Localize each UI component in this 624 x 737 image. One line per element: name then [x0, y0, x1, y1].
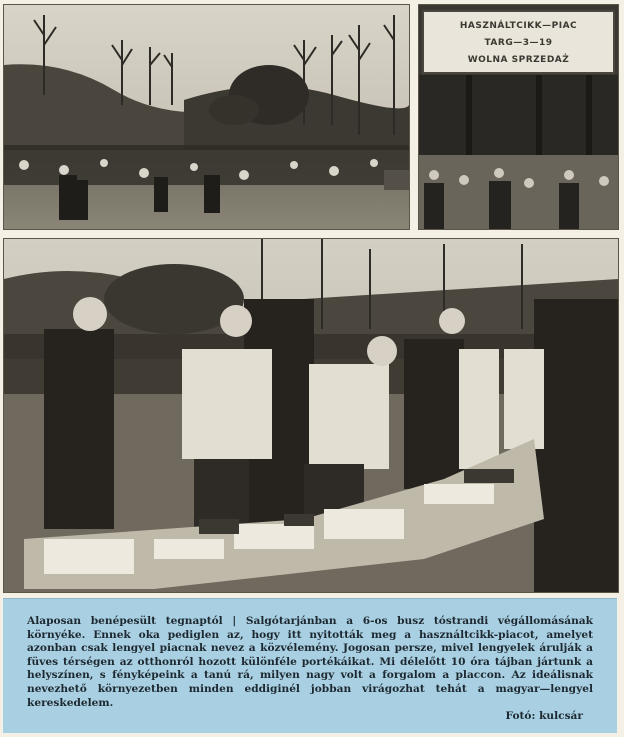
sign-line-3: WOLNA SPRZEDAŻ	[467, 55, 570, 65]
photo-caption	[3, 598, 617, 733]
photo-market-stall	[3, 238, 619, 593]
caption-text: Alaposan benépesült tegnaptól | Salgótarjánban a 6-os busz tóstrandi végállomásának környéke. Ennek oka pediglen az, hogy itt nyitották meg a használtcikk-piacot, amelyet azonban csak lengyel piacnak nevez a közvélemény. Jogosan persze, mivel lengyelek árulják a füves térségen az otthonról hozott különféle portékáikat. Mi délelőtt 10 óra tájban jártunk a helyszínen, s fényképeink a tanú rá, milyen nagy volt a forgalom a placcon. Az ideálisnak nevezhető környezetben minden eddiginél jobban virágozhat tehát a magyar—lengyel kereskedelem.	[27, 615, 593, 709]
photo-crowd-hillside	[3, 4, 410, 230]
sign-line-2: TARG—3—19	[484, 38, 553, 48]
market-stall-crowd-image	[4, 239, 618, 592]
crowd-on-hillside-image	[4, 5, 409, 229]
photo-market-sign	[418, 4, 619, 230]
photo-credit: Fotó: kulcsár	[505, 710, 583, 723]
sign-line-1: HASZNÁLTCIKK—PIAC	[459, 21, 578, 31]
